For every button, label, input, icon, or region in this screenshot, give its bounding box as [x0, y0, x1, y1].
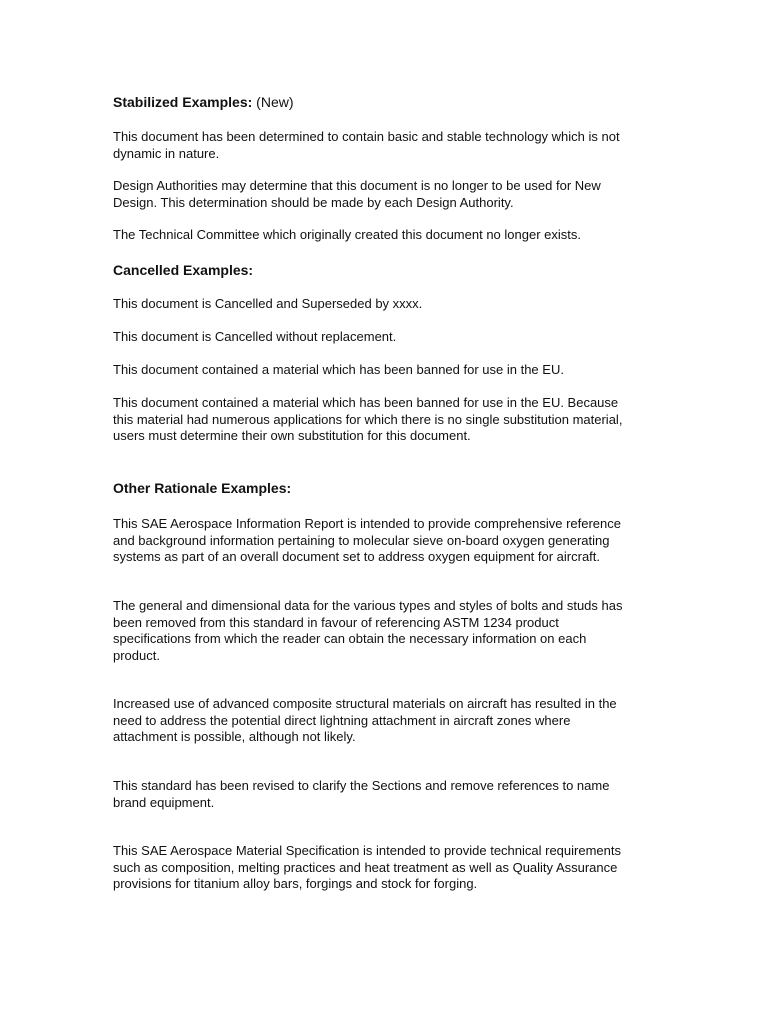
other-rationale-paragraph: The general and dimensional data for the various types and styles of bolts and studs has been removed from this standard in favour of referencing ASTM 1234 product specifications from which the reader can obtain the necessary information on each product. — [113, 598, 623, 663]
other-rationale-paragraph: Increased use of advanced composite structural materials on aircraft has resulted in the need to address the potential direct lightning attachment in aircraft zones where attachment is possible, although not likely. — [113, 696, 617, 744]
stabilized-heading-label: Stabilized Examples: — [113, 94, 253, 110]
other-rationale-paragraph: This standard has been revised to clarify the Sections and remove references to name brand equipment. — [113, 778, 610, 810]
stabilized-paragraph: Design Authorities may determine that this document is no longer to be used for New Design. This determination should be made by each Design Authority. — [113, 178, 601, 210]
stabilized-heading — [113, 94, 294, 111]
cancelled-paragraph: This document is Cancelled and Superseded by xxxx. — [113, 296, 423, 311]
stabilized-paragraph: This document has been determined to contain basic and stable technology which is not dynamic in nature. — [113, 129, 620, 161]
stabilized-paragraph: The Technical Committee which originally created this document no longer exists. — [113, 227, 581, 242]
cancelled-paragraph: This document is Cancelled without replacement. — [113, 329, 397, 344]
other-rationale-heading — [113, 480, 291, 497]
other-rationale-paragraph: This SAE Aerospace Material Specification is intended to provide technical requirements such as composition, melting practices and heat treatment as well as Quality Assurance provisions for titanium alloy bars, forgings and stock for forging. — [113, 843, 621, 891]
cancelled-heading — [113, 262, 253, 279]
cancelled-paragraph: This document contained a material which has been banned for use in the EU. Because this material had numerous applications for which there is no single substitution material, users must determine their own substitution for this document. — [113, 395, 623, 443]
cancelled-heading-label: Cancelled Examples: — [113, 262, 254, 278]
other-rationale-heading-label: Other Rationale Examples: — [113, 480, 292, 496]
stabilized-heading-suffix: (New) — [252, 94, 294, 110]
other-rationale-paragraph: This SAE Aerospace Information Report is intended to provide comprehensive reference and background information pertaining to molecular sieve on-board oxygen generating systems as part of an overall document set to address oxygen equipment for aircraft. — [113, 516, 621, 564]
cancelled-paragraph: This document contained a material which has been banned for use in the EU. — [113, 362, 564, 377]
